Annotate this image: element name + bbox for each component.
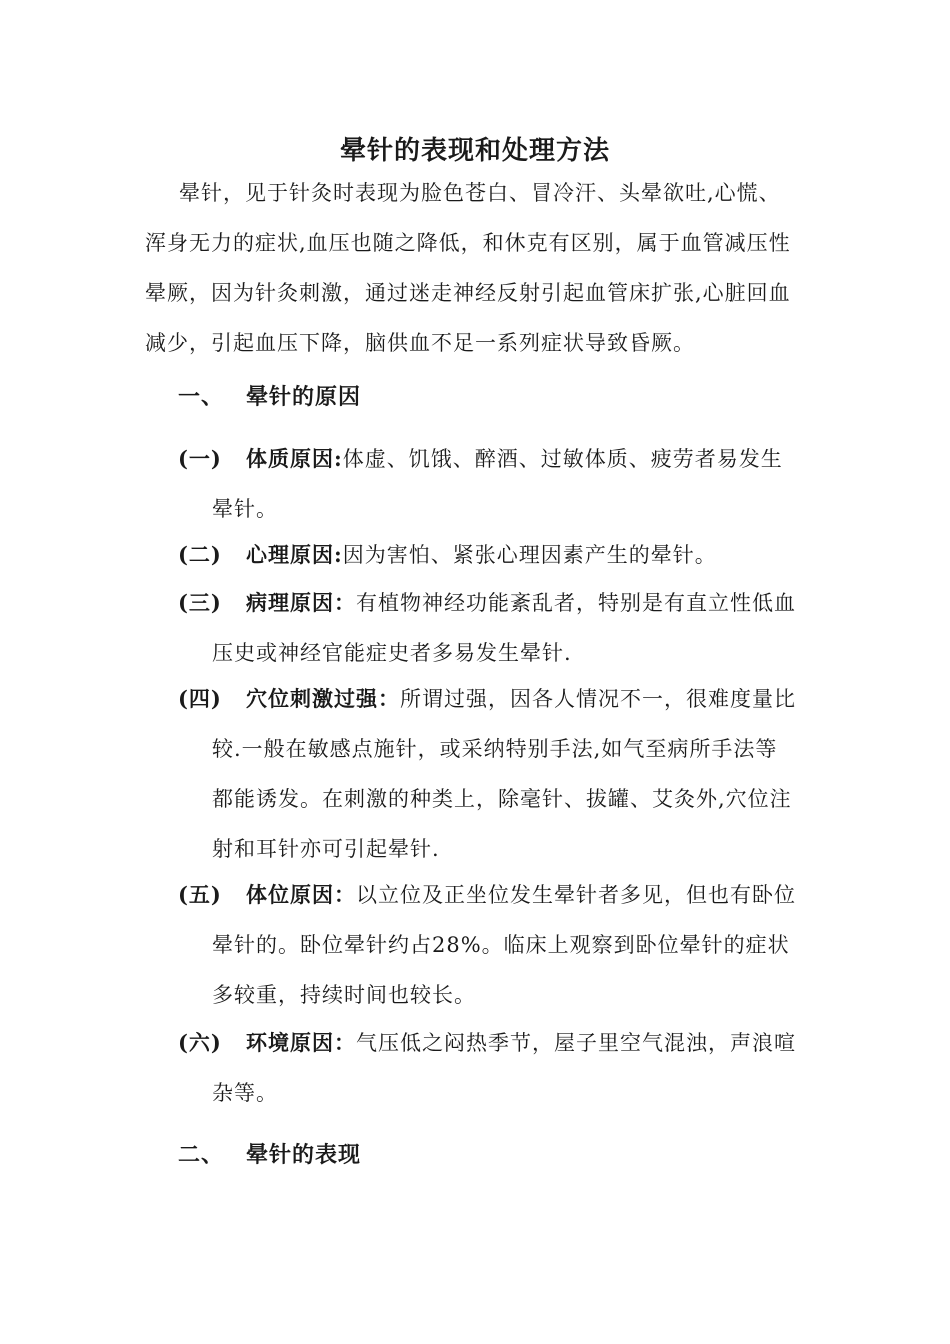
item-continuation: 多较重，持续时间也较长。 [212,983,476,1007]
item-continuation: 晕针的。卧位晕针约占28%。临床上观察到卧位晕针的症状 [212,933,790,957]
item-label: 穴位刺激过强： [246,686,400,711]
section-title: 晕针的表现 [246,1142,362,1168]
item-text: 体虚、饥饿、醉酒、过敏体质、疲劳者易发生 [342,447,783,471]
section-number: 一、 [178,384,225,410]
item-text: 因为害怕、紧张心理因素产生的晕针。 [342,543,717,567]
item-continuation: 都能诱发。在刺激的种类上，除毫针、拔罐、艾灸外,穴位注 [212,787,792,811]
item-text: 有植物神经功能紊乱者，特别是有直立性低血 [356,591,796,615]
item-text: 所谓过强，因各人情况不一，很难度量比 [400,687,796,711]
intro-line: 浑身无力的症状,血压也随之降低，和休克有区别，属于血管减压性 [145,231,791,255]
cause-item-psychological [178,530,717,580]
item-continuation: 晕针。 [212,497,278,521]
intro-line: 晕厥，因为针灸刺激，通过迷走神经反射引起血管床扩张,心脏回血 [145,281,791,305]
item-label: 体位原因： [246,882,356,907]
item-number: (三) [178,590,222,615]
document-title: 晕针的表现和处理方法 [339,136,610,166]
cause-item-environment [178,1018,796,1118]
cause-item-posture [178,870,796,1020]
section-number: 二、 [178,1142,225,1168]
cause-item-overstimulation [178,674,796,874]
item-number: (四) [178,686,222,711]
item-continuation: 射和耳针亦可引起晕针. [212,837,440,861]
item-number: (六) [178,1030,222,1055]
section-title: 晕针的原因 [246,384,362,410]
cause-item-constitution [178,434,783,534]
item-number: (五) [178,882,222,907]
item-number: (二) [178,542,222,567]
item-text: 以立位及正坐位发生晕针者多见，但也有卧位 [356,883,796,907]
item-label: 病理原因： [246,590,356,615]
cause-item-pathological [178,578,796,678]
section-heading-causes [178,380,361,411]
item-label: 体质原因: [246,446,343,471]
item-continuation: 杂等。 [212,1081,278,1105]
intro-line: 减少，引起血压下降，脑供血不足一系列症状导致昏厥。 [145,331,695,355]
intro-line: 晕针，见于针灸时表现为脸色苍白、冒冷汗、头晕欲吐,心慌、 [179,181,781,205]
item-number: (一) [178,446,222,471]
item-label: 心理原因: [246,542,343,567]
intro-paragraph [145,168,805,368]
item-continuation: 较.一般在敏感点施针，或采纳特别手法,如气至病所手法等 [212,737,778,761]
section-heading-manifestations [178,1138,361,1169]
item-label: 环境原因： [246,1030,356,1055]
item-text: 气压低之闷热季节，屋子里空气混浊，声浪喧 [356,1031,796,1055]
item-continuation: 压史或神经官能症史者多易发生晕针. [212,641,572,665]
